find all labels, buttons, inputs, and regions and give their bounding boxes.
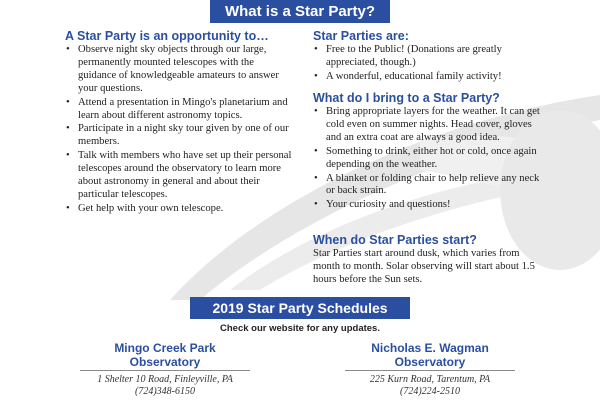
address-line: 225 Kurn Road, Tarentum, PA: [369, 374, 491, 385]
list-item: • Get help with your own telescope.: [64, 203, 294, 216]
list-item: • Your curiosity and questions!: [312, 199, 547, 212]
list-item: • Observe night sky objects through our large, permanently mounted telescopes with the guidance of knowledgeable amateurs to answer your questions.: [64, 44, 294, 96]
observatory-name-line1: Mingo Creek Park: [114, 341, 216, 355]
list-item: • A blanket or folding chair to help relieve any neck or back strain.: [312, 173, 547, 199]
list-item: • Free to the Public! (Donations are greatly appreciated, though.): [312, 44, 547, 70]
divider: [80, 370, 250, 371]
opportunity-list: [64, 44, 294, 217]
schedule-note: Check our website for any updates.: [220, 323, 380, 334]
address-line: 1 Shelter 10 Road, Finleyville, PA: [97, 374, 233, 385]
list-item: • Something to drink, either hot or cold, once again depending on the weather.: [312, 146, 547, 172]
star-parties-are-list: [312, 44, 547, 85]
observatory-address: [60, 374, 270, 397]
observatory-address: [325, 374, 535, 397]
what-to-bring-heading: What do I bring to a Star Party?: [313, 91, 500, 105]
list-item: • Talk with members who have set up their personal telescopes around the observatory to learn more about astronomy in general and about their particular telescopes.: [64, 150, 294, 202]
observatory-name-line1: Nicholas E. Wagman: [371, 341, 489, 355]
phone-line: (724)348-6150: [135, 385, 195, 397]
observatory-name-line2: Observatory: [394, 355, 466, 369]
divider: [345, 370, 515, 371]
schedule-banner: [190, 297, 410, 319]
opportunity-heading: A Star Party is an opportunity to…: [65, 29, 269, 43]
list-item: • Attend a presentation in Mingo's planetarium and learn about different astronomy topics.: [64, 97, 294, 123]
list-item: • A wonderful, educational family activity!: [312, 71, 547, 84]
start-time-text: Star Parties start around dusk, which varies from month to month. Solar observing will start about 1.5 hours before the Sun sets.: [313, 248, 535, 285]
phone-line: (724)224-2510: [400, 385, 460, 397]
start-time-heading: When do Star Parties start?: [313, 233, 477, 247]
observatory-name: [330, 341, 530, 369]
list-item: • Participate in a night sky tour given by one of our members.: [64, 123, 294, 149]
schedule-title: 2019 Star Party Schedules: [212, 300, 388, 316]
observatory-name: [70, 341, 260, 369]
page-title: What is a Star Party?: [224, 3, 376, 20]
observatory-name-line2: Observatory: [129, 355, 201, 369]
list-item: • Bring appropriate layers for the weather. It can get cold even on summer nights. Head cover, gloves and an extra coat are always a good idea.: [312, 106, 547, 145]
page-title-banner: [210, 0, 390, 23]
what-to-bring-list: [312, 106, 547, 213]
star-parties-are-heading: Star Parties are:: [313, 29, 409, 43]
